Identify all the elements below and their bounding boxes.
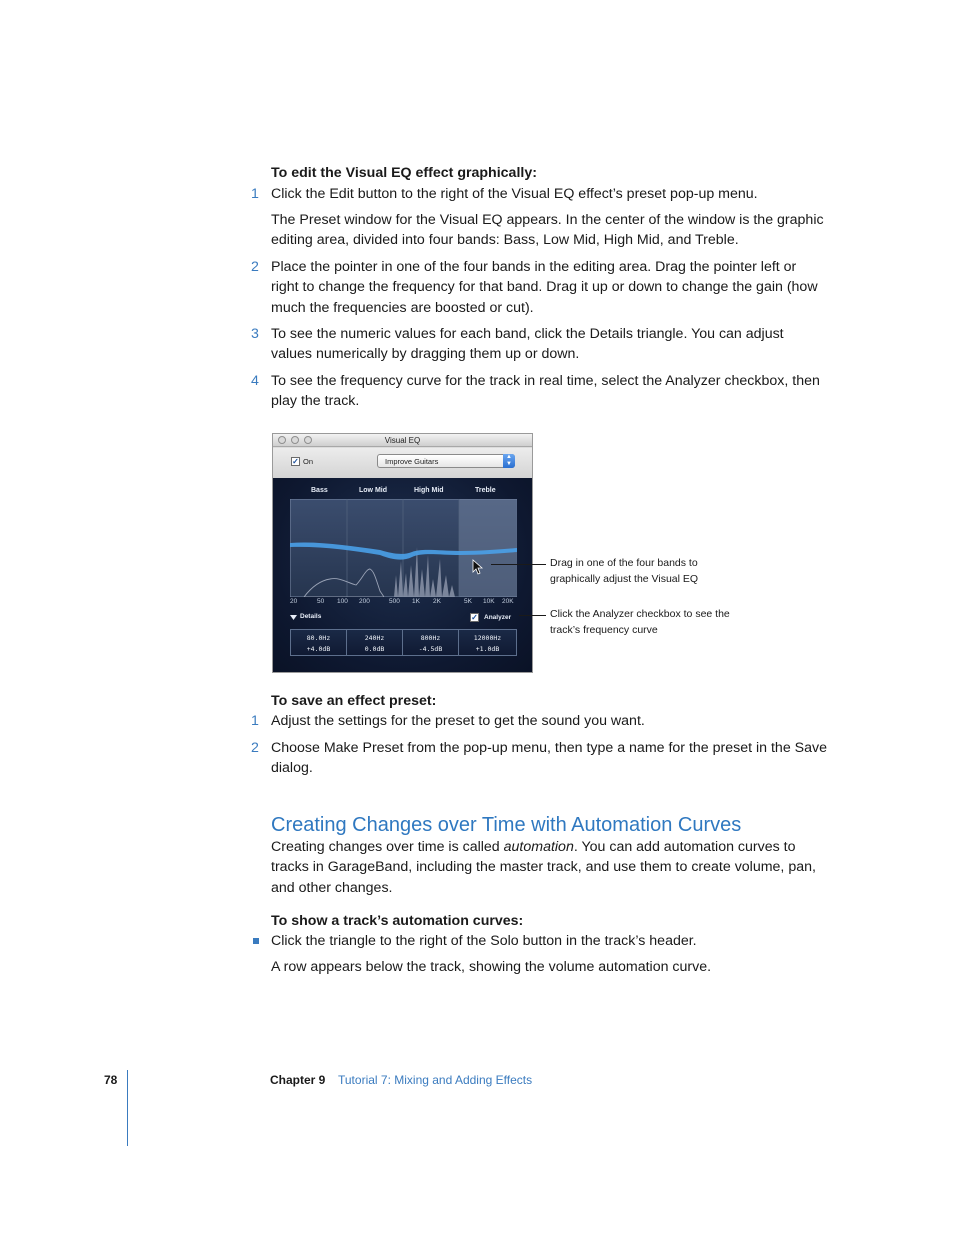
- on-checkbox[interactable]: ✓: [292, 457, 299, 466]
- step-text: To see the numeric values for each band, click the Details triangle. You can adjust values numerically by dragging them up or down.: [271, 326, 784, 363]
- intro-emphasis: automation: [503, 839, 574, 855]
- freq-tick: 5K: [464, 598, 472, 605]
- band-gain: 0.0dB: [364, 645, 385, 653]
- band-label-high-mid: High Mid: [414, 487, 444, 494]
- freq-tick: 50: [317, 598, 325, 605]
- on-label: On: [303, 457, 314, 466]
- band-label-low-mid: Low Mid: [359, 487, 387, 494]
- freq-tick: 10K: [483, 598, 495, 605]
- step-text: Choose Make Preset from the pop-up menu, then type a name for the preset in the Save dialog.: [271, 740, 827, 777]
- freq-tick: 1K: [412, 598, 420, 605]
- chapter-label: Chapter 9: [270, 1073, 326, 1087]
- details-label: Details: [300, 613, 322, 620]
- step-number: 4: [251, 373, 259, 389]
- eq-graph[interactable]: [290, 499, 517, 597]
- freq-tick: 20K: [502, 598, 514, 605]
- callout-analyzer: Click the Analyzer checkbox to see the track’s frequency curve: [550, 608, 730, 636]
- freq-tick: 500: [389, 598, 400, 605]
- analyzer-checkbox[interactable]: ✓: [471, 613, 478, 622]
- band-frequency: 80.0Hz: [306, 634, 331, 642]
- callout-leader-line: [491, 564, 546, 565]
- updown-arrows-icon: ▲ ▼: [503, 454, 515, 468]
- step-text: To see the frequency curve for the track in real time, select the Analyzer checkbox, then play the track.: [271, 373, 820, 410]
- band-gain: +4.0dB: [306, 645, 331, 653]
- page-number: 78: [104, 1073, 118, 1087]
- step-text: Click the Edit button to the right of the Visual EQ effect’s preset pop-up menu.: [271, 186, 758, 202]
- band-gain: -4.5dB: [418, 645, 443, 653]
- window-title: Visual EQ: [384, 436, 421, 445]
- details-triangle-icon[interactable]: [290, 614, 298, 621]
- treble-band-highlight: [459, 499, 516, 597]
- intro-text: . You can add automation curves to tracks in GarageBand, including the master track, and use them to create volume, pan, and other changes.: [271, 839, 816, 896]
- bullet-square-icon: [253, 938, 259, 944]
- visual-eq-window: [272, 433, 533, 673]
- band-frequency: 240Hz: [364, 634, 385, 642]
- section-title: Creating Changes over Time with Automation Curves: [271, 814, 742, 836]
- preset-popup[interactable]: [377, 454, 515, 468]
- preset-popup-value: Improve Guitars: [385, 457, 439, 466]
- section-intro: [271, 837, 827, 898]
- step-text: Place the pointer in one of the four bands in the editing area. Drag the pointer left or right to change the frequency for that band. Drag it up or down to change the gain (how much the frequencies are boosted or cut).: [271, 259, 818, 316]
- eq-editing-panel: [273, 478, 532, 672]
- freq-tick: 2K: [433, 598, 441, 605]
- step-number: 1: [251, 186, 259, 202]
- intro-text: Creating changes over time is called: [271, 839, 504, 855]
- step-number: 3: [251, 326, 259, 342]
- procedure-heading-save-preset: To save an effect preset:: [271, 693, 437, 709]
- freq-tick: 100: [337, 598, 348, 605]
- freq-tick: 200: [359, 598, 370, 605]
- callout-leader-line: [519, 615, 546, 616]
- band-values-bass[interactable]: [290, 629, 347, 656]
- freq-tick: 20: [290, 598, 298, 605]
- chapter-title: Tutorial 7: Mixing and Adding Effects: [338, 1073, 533, 1087]
- band-values-treble[interactable]: [458, 629, 517, 656]
- footer-divider: [127, 1070, 128, 1146]
- step-number: 1: [251, 713, 259, 729]
- callout-drag-bands: Drag in one of the four bands to graphically adjust the Visual EQ: [550, 557, 699, 585]
- step-text: Adjust the settings for the preset to get the sound you want.: [271, 713, 645, 729]
- band-values-low-mid[interactable]: [346, 629, 403, 656]
- step-number: 2: [251, 740, 259, 756]
- band-label-treble: Treble: [475, 487, 496, 494]
- step-number: 2: [251, 259, 259, 275]
- band-values-high-mid[interactable]: [402, 629, 459, 656]
- window-titlebar: [273, 434, 532, 447]
- band-frequency: 12000Hz: [473, 634, 502, 642]
- result-text: A row appears below the track, showing the volume automation curve.: [271, 959, 712, 975]
- procedure-heading-edit-eq: To edit the Visual EQ effect graphically:: [271, 165, 537, 181]
- band-label-bass: Bass: [311, 487, 328, 494]
- procedure-heading-automation: To show a track’s automation curves:: [271, 913, 524, 929]
- analyzer-label: Analyzer: [484, 614, 512, 621]
- band-gain: +1.0dB: [475, 645, 500, 653]
- bullet-text: Click the triangle to the right of the Solo button in the track’s header.: [271, 933, 697, 949]
- band-frequency: 800Hz: [420, 634, 441, 642]
- step-result-text: The Preset window for the Visual EQ appears. In the center of the window is the graphic editing area, divided into four bands: Bass, Low Mid, High Mid, and Treble.: [271, 212, 824, 249]
